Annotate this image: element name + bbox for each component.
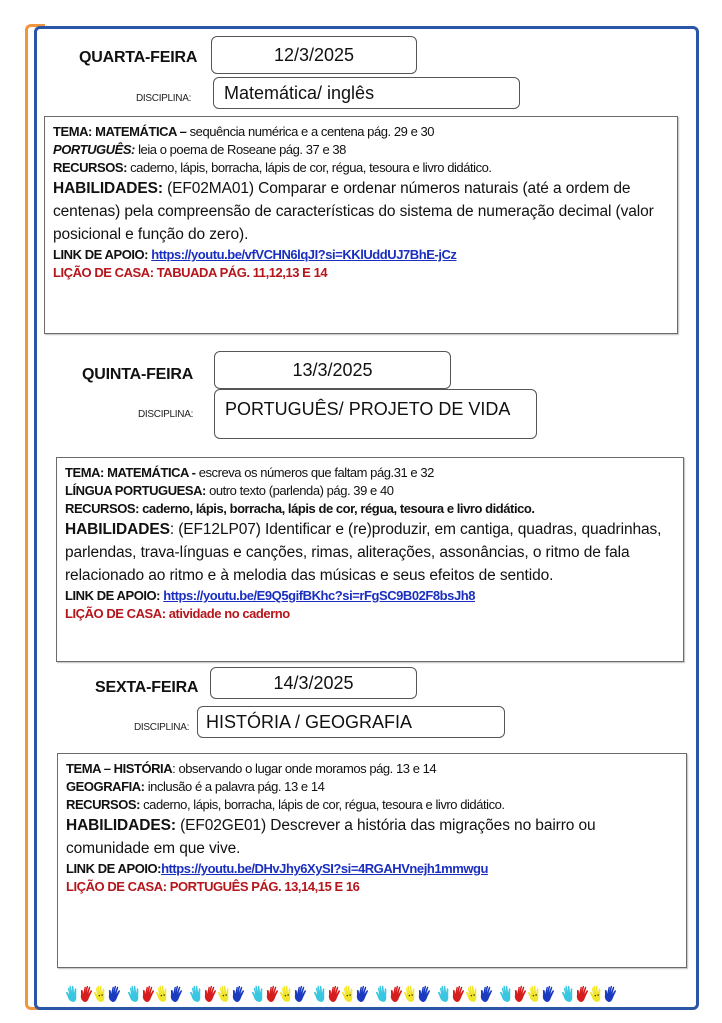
habilidades-label: HABILIDADES (65, 521, 170, 538)
hand-group (561, 985, 617, 1003)
habilidades-paragraph (53, 177, 669, 246)
homework-label: LIÇÃO DE CASA: (65, 606, 166, 621)
hand-icon (169, 985, 183, 1003)
tema-label: TEMA: MATEMÁTICA - (65, 465, 196, 480)
habilidades-text: (EF02GE01) Descrever a história das migrações no bairro ou comunidade em que vive. (66, 817, 596, 857)
homework-line (66, 878, 678, 896)
hand-group (499, 985, 555, 1003)
hand-group (251, 985, 307, 1003)
discipline-label: DISCIPLINA: (138, 409, 194, 420)
date-box: 13/3/2025 (214, 351, 451, 389)
hand-group (189, 985, 245, 1003)
hand-icon (417, 985, 431, 1003)
homework-line (53, 264, 669, 282)
hand-group (375, 985, 431, 1003)
habilidades-label: HABILIDADES: (66, 817, 176, 834)
day-label: QUARTA-FEIRA (79, 49, 198, 66)
discipline-box: PORTUGUÊS/ PROJETO DE VIDA (214, 389, 537, 439)
tema-text: escreva os números que faltam pág.31 e 32 (195, 465, 434, 480)
support-link[interactable]: https://youtu.be/E9Q5gifBKhc?si=rFgSC9B02F8bsJh8 (163, 588, 476, 603)
link-line (65, 587, 675, 605)
hand-icon (355, 985, 369, 1003)
tema-line (66, 760, 678, 778)
day-label: QUINTA-FEIRA (82, 366, 194, 383)
habilidades-paragraph (66, 814, 678, 860)
hand-icon (293, 985, 307, 1003)
link-line (66, 860, 678, 878)
lesson-content-box (44, 116, 678, 334)
lesson-content-box (57, 753, 687, 968)
date-box: 12/3/2025 (211, 36, 417, 74)
support-link[interactable]: https://youtu.be/DHvJhy6XySI?si=4RGAHVnejh1mmwgu (161, 861, 488, 876)
tema-line (65, 464, 675, 482)
hand-group (313, 985, 369, 1003)
lesson-content-box (56, 457, 684, 662)
homework-text: atividade no caderno (165, 606, 290, 621)
recursos-label: RECURSOS: (53, 160, 127, 175)
hand-icon (231, 985, 245, 1003)
hand-icon (479, 985, 493, 1003)
homework-label: LIÇÃO DE CASA: (66, 879, 167, 894)
link-label: LINK DE APOIO: (53, 247, 149, 262)
discipline-box: HISTÓRIA / GEOGRAFIA (197, 706, 505, 738)
homework-text: TABUADA PÁG. 11,12,13 E 14 (153, 265, 328, 280)
portugues-label: PORTUGUÊS: (53, 142, 135, 157)
hand-icon (603, 985, 617, 1003)
recursos-line (65, 500, 675, 518)
hand-group (437, 985, 493, 1003)
habilidades-label: HABILIDADES: (53, 180, 163, 197)
recursos-label: RECURSOS: (66, 797, 140, 812)
tema-line (53, 123, 669, 141)
hand-group (127, 985, 183, 1003)
portugues-text: leia o poema de Roseane pág. 37 e 38 (134, 142, 346, 157)
habilidades-text: : (EF12LP07) Identificar e (re)produzir, em cantiga, quadras, quadrinhas, parlendas, trava-línguas e canções, rimas, aliterações, assonâncias, o ritmo de fala relacionado ao ritmo e à melodia das músicas e seus efeitos de sentido. (65, 521, 662, 584)
hand-icon (107, 985, 121, 1003)
discipline-box: Matemática/ inglês (213, 77, 520, 109)
geografia-text: inclusão é a palavra pág. 13 e 14 (144, 779, 325, 794)
discipline-label: DISCIPLINA: (134, 722, 190, 733)
recursos-text: caderno, lápis, borracha, lápis de cor, régua, tesoura e livro didático. (126, 160, 492, 175)
lingua-portuguesa-line (65, 482, 675, 500)
tema-text: : observando o lugar onde moramos pág. 13 e 14 (172, 761, 437, 776)
tema-label: TEMA – HISTÓRIA (66, 761, 173, 776)
recursos-text: caderno, lápis, borracha, lápis de cor, régua, tesoura e livro didático. (139, 797, 505, 812)
habilidades-paragraph (65, 518, 675, 587)
discipline-label: DISCIPLINA: (136, 93, 192, 104)
recursos-line (53, 159, 669, 177)
day-label: SEXTA-FEIRA (95, 679, 199, 696)
tema-text: sequência numérica e a centena pág. 29 e 30 (186, 124, 435, 139)
geografia-label: GEOGRAFIA: (66, 779, 145, 794)
recursos-line (66, 796, 678, 814)
hand-icon (541, 985, 555, 1003)
date-box: 14/3/2025 (210, 667, 417, 699)
habilidades-text: (EF02MA01) Comparar e ordenar números naturais (até a ordem de centenas) pela compreensão de características do sistema de numeração decimal (valor posicional e função do zero). (53, 180, 654, 243)
geografia-line (66, 778, 678, 796)
recursos-text: caderno, lápis, borracha, lápis de cor, régua, tesoura e livro didático. (138, 501, 535, 516)
link-line (53, 246, 669, 264)
recursos-label: RECURSOS: (65, 501, 139, 516)
tema-label: TEMA: MATEMÁTICA – (53, 124, 187, 139)
portugues-line (53, 141, 669, 159)
hands-decoration-border (65, 983, 665, 1005)
homework-text: PORTUGUÊS PÁG. 13,14,15 E 16 (166, 879, 360, 894)
support-link[interactable]: https://youtu.be/vfVCHN6lqJI?si=KKlUddUJ7BhE-jCz (151, 247, 457, 262)
lingua-portuguesa-label: LÍNGUA PORTUGUESA: (65, 483, 206, 498)
homework-line (65, 605, 675, 623)
link-label: LINK DE APOIO: (65, 588, 161, 603)
lingua-portuguesa-text: outro texto (parlenda) pág. 39 e 40 (205, 483, 394, 498)
link-label: LINK DE APOIO: (66, 861, 162, 876)
homework-label: LIÇÃO DE CASA: (53, 265, 154, 280)
hand-group (65, 985, 121, 1003)
